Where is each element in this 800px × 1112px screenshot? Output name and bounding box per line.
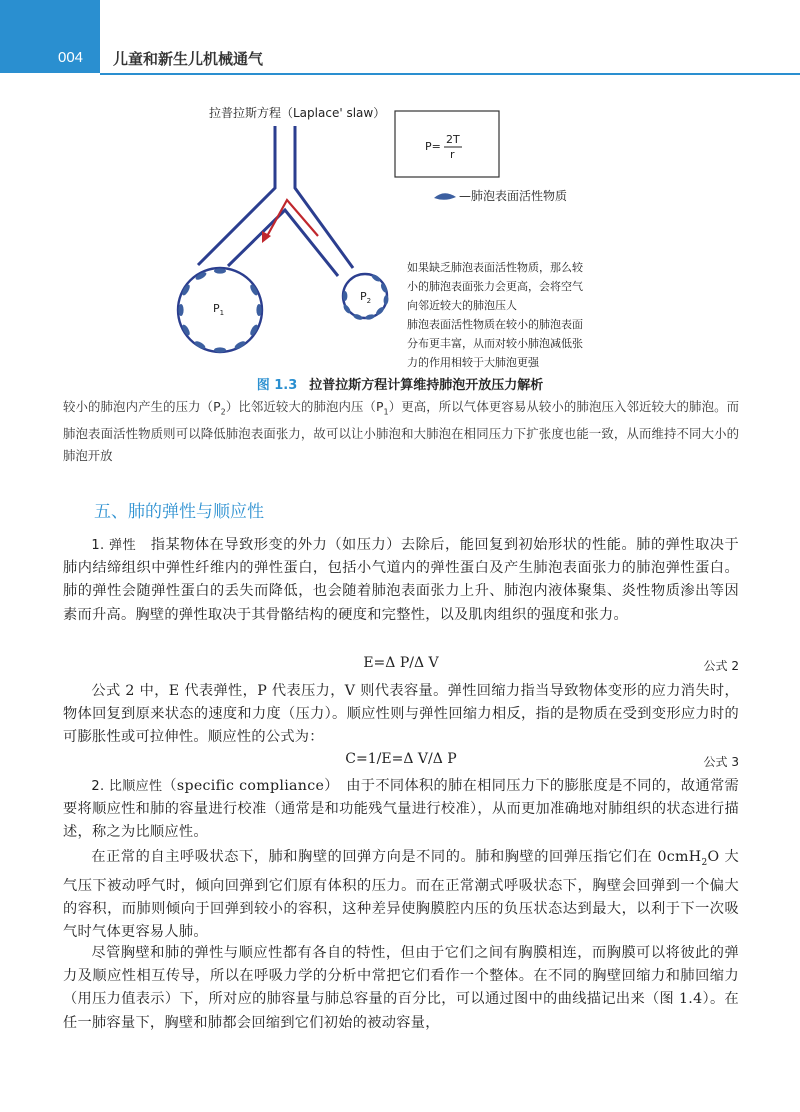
figure-caption-text: 拉普拉斯方程计算维持肺泡开放压力解析 bbox=[309, 378, 544, 393]
formula-3-label: 公式 3 bbox=[703, 755, 739, 769]
laplace-title: 拉普拉斯方程（Laplace' slaw） bbox=[209, 106, 386, 120]
formula-numerator: 2T bbox=[446, 133, 460, 146]
formula-3-row bbox=[63, 751, 739, 773]
svg-text:向邻近较大的肺泡压人: 向邻近较大的肺泡压人 bbox=[407, 299, 517, 312]
formula-2: E=Δ P/Δ V bbox=[363, 655, 439, 671]
laplace-figure bbox=[0, 95, 800, 395]
term-specific-compliance: 2. 比顺应性 bbox=[91, 779, 163, 794]
page-number-box bbox=[0, 0, 100, 73]
svg-text:肺泡表面活性物质在较小的肺泡表面: 肺泡表面活性物质在较小的肺泡表面 bbox=[407, 318, 583, 331]
paragraph-recoil: 在正常的自主呼吸状态下，肺和胸壁的回弹方向是不同的。肺和胸壁的回弹压指它们在 0cmH$_2$O 大气压下被动呼气时，倾向回弹到它们原有体积的压力。而在正常潮式呼吸状态下，胸壁会回弹到一个偏大的容积，而肺则倾向于回弹到较小的容积，这种差异使胸膜腔内压的负压状态达到最大，以利于下一次吸气时气体更容易人肺。 bbox=[63, 849, 739, 941]
airway-outer-left bbox=[198, 126, 275, 265]
surfactant-legend-icon bbox=[434, 193, 456, 200]
figure-caption-label: 图 1.3 bbox=[256, 378, 298, 393]
formula-2-row bbox=[63, 655, 739, 677]
book-title: 儿童和新生儿机械通气 bbox=[113, 50, 264, 68]
term-elasticity: 1. 弹性 bbox=[91, 538, 137, 553]
formula-3: C=1/E=Δ V/Δ P bbox=[345, 751, 457, 767]
svg-text:分布更丰富，从而对较小肺泡减低张: 分布更丰富，从而对较小肺泡减低张 bbox=[407, 337, 583, 350]
formula-2-label: 公式 2 bbox=[703, 659, 739, 673]
figure-annotation bbox=[407, 260, 584, 369]
header-rule bbox=[100, 73, 800, 75]
paragraph-chest-lung: 尽管胸壁和肺的弹性与顺应性都有各自的特性，但由于它们之间有胸膜相连，而胸膜可以将彼此的弹力及顺应性相互传导，所以在呼吸力学的分析中常把它们看作一个整体。在不同的胸壁回缩力和肺回缩力（用压力值表示）下，所对应的肺容量与肺总容量的百分比，可以通过图中的曲线描记出来（图 1.4）。在任一肺容量下，胸壁和肺都会回缩到它们初始的被动容量， bbox=[63, 945, 739, 1031]
paragraph-formula2-explanation: 公式 2 中，E 代表弹性，P 代表压力，V 则代表容量。弹性回缩力指当导致物体变形的应力消失时，物体回复到原来状态的速度和力度（压力）。顺应性则与弹性回缩力相反，指的是物质在受到变形应力时的可膨胀性或可拉伸性。顺应性的公式为： bbox=[63, 683, 739, 746]
page-number: 004 bbox=[58, 49, 84, 66]
airway-outer-right bbox=[295, 126, 353, 268]
formula-lhs: P= bbox=[425, 140, 441, 153]
p2-label: $P_2$ bbox=[360, 290, 372, 305]
paragraph-elasticity: 1. 弹性 指某物体在导致形变的外力（如压力）去除后，能回复到初始形状的性能。肺的弹性取决于肺内结缔组织中弹性纤维内的弹性蛋白，包括小气道内的弹性蛋白及产生肺泡表面张力的肺泡弹性蛋白。肺的弹性会随弹性蛋白的丢失而降低，也会随着肺泡表面张力上升、肺泡内液体聚集、炎性物质渗出等因素而升高。胸壁的弹性取决于其骨骼结构的硬度和完整性，以及肌肉组织的强度和张力。 bbox=[63, 537, 739, 623]
p1-label: $P_1$ bbox=[213, 302, 225, 317]
section-title: 五、肺的弹性与顺应性 bbox=[94, 502, 264, 522]
svg-text:力的作用相较于大肺泡更强: 力的作用相较于大肺泡更强 bbox=[407, 356, 539, 369]
surfactant-legend-label: —肺泡表面活性物质 bbox=[459, 189, 568, 203]
svg-text:小的肺泡表面张力会更高，会将空气: 小的肺泡表面张力会更高，会将空气 bbox=[407, 280, 583, 293]
figure-caption bbox=[0, 374, 800, 393]
paragraph-specific-compliance: 2. 比顺应性（specific compliance） 由于不同体积的肺在相同压力下的膨胀度是不同的，故通常需要将顺应性和肺的容量进行校准（通常是和功能残气量进行校准），从而更加准确地对肺组织的状态进行描述，称之为比顺应性。 bbox=[63, 778, 739, 841]
formula-denominator: r bbox=[450, 148, 455, 161]
svg-text:如果缺乏肺泡表面活性物质，那么较: 如果缺乏肺泡表面活性物质，那么较 bbox=[407, 261, 583, 274]
figure-note: 较小的肺泡内产生的压力$(P_2)$比邻近较大的肺泡内压$(P_1)$更高，所以气体更容易从较小的肺泡压入邻近较大的肺泡。而肺泡表面活性物质则可以降低肺泡表面张力，故可以让小肺泡和大肺泡在相同压力下扩张度也能一致，从而维持不同大小的肺泡开放 bbox=[63, 399, 739, 464]
